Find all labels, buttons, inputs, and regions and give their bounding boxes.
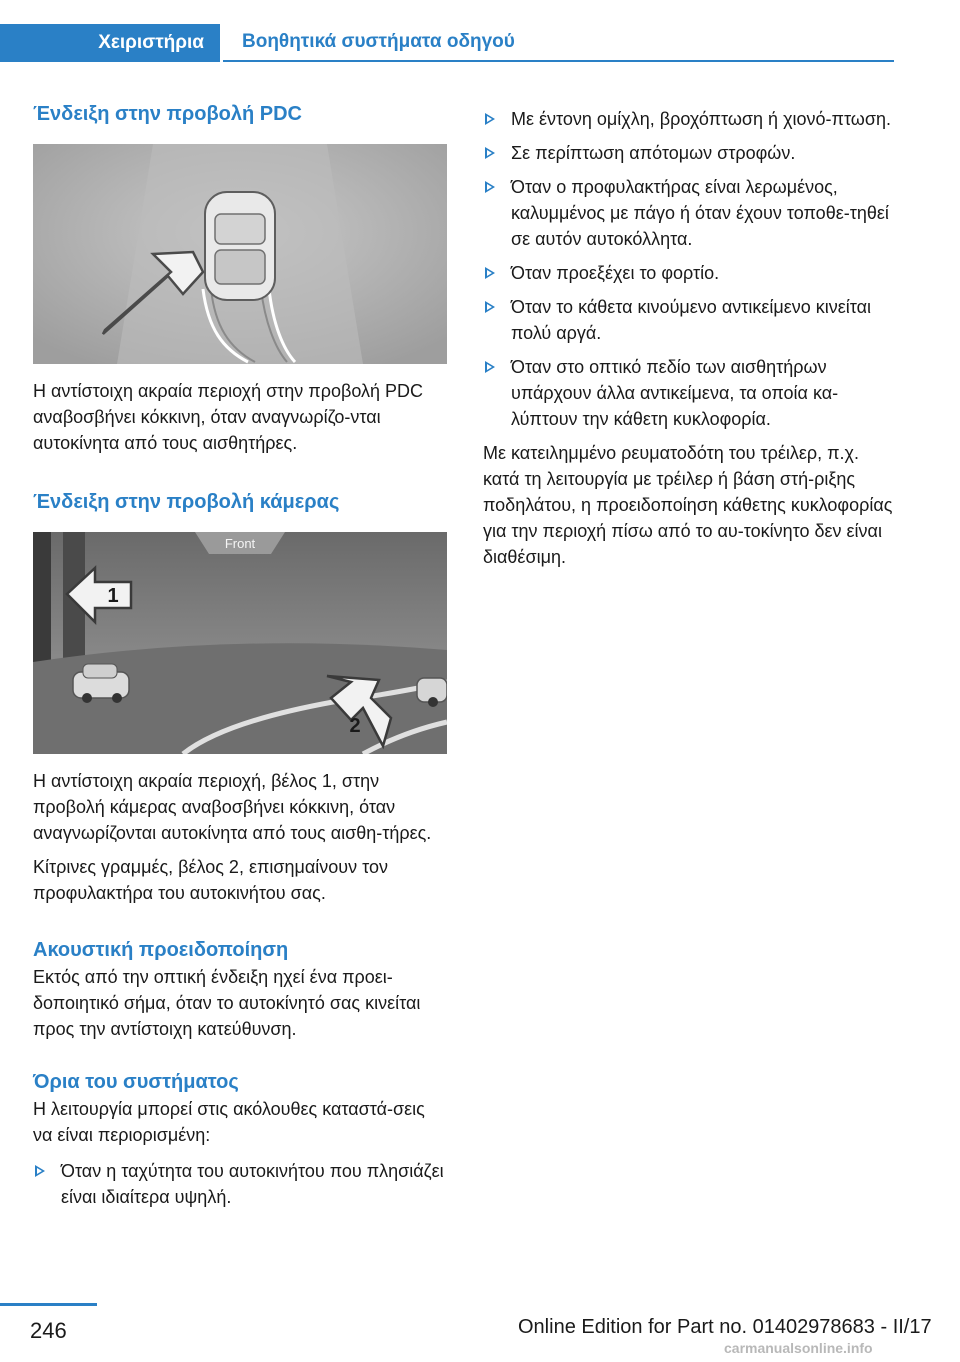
- list-item-text: Όταν ο προφυλακτήρας είναι λερωμένος, καλυμμένος με πάγο ή όταν έχουν τοποθε-τηθεί σε αυτόν αυτοκόλλητα.: [511, 177, 889, 249]
- acoustic-description: Εκτός από την οπτική ένδειξη ηχεί ένα προει-δοποιητικό σήμα, όταν το αυτοκίνητό σας κινείται προς την αντίστοιχη κατεύθυνση.: [33, 967, 421, 1039]
- acoustic-section-title: Ακουστική προειδοποίηση: [33, 939, 289, 961]
- front-label: Front: [224, 536, 256, 551]
- list-item-text: Σε περίπτωση απότομων στροφών.: [511, 143, 796, 163]
- left-column: [33, 100, 447, 1218]
- list-item-text: Όταν προεξέχει το φορτίο.: [511, 263, 720, 283]
- list-item-text: Όταν στο οπτικό πεδίο των αισθητήρων υπάρχουν άλλα αντικείμενα, τα οποία κα-λύπτουν την κάθετη κυκλοφορία.: [511, 357, 839, 429]
- trailer-note: Με κατειλημμένο ρευματοδότη του τρέιλερ, π.χ. κατά τη λειτουργία με τρέιλερ ή βάση στή-ριξης ποδηλάτου, η προειδοποίηση κάθετης κυκλοφορίας για την περιοχή πίσω από το αυ-τοκίνητο δεν είναι διαθέσιμη.: [483, 443, 893, 567]
- tab-driver-assistance-label: Βοηθητικά συστήματα οδηγού: [242, 31, 515, 52]
- right-column: [483, 106, 897, 570]
- list-item: [483, 174, 897, 252]
- bullet-triangle-icon: [485, 267, 495, 279]
- bullet-triangle-icon: [485, 147, 495, 159]
- bullet-triangle-icon: [485, 361, 495, 373]
- camera-description-2: Κίτρινες γραμμές, βέλος 2, επισημαίνουν τον προφυλακτήρα του αυτοκινήτου σας.: [33, 857, 389, 903]
- bullet-triangle-icon: [35, 1165, 45, 1177]
- watermark: carmanualsonline.info: [724, 1340, 873, 1356]
- header: [0, 0, 960, 64]
- list-item: [483, 354, 897, 432]
- footer-divider: [0, 1303, 97, 1306]
- pdc-section-title: Ένδειξη στην προβολή PDC: [33, 103, 302, 125]
- tab-driver-assistance[interactable]: [222, 24, 894, 62]
- limits-bullet-list: [33, 1158, 447, 1210]
- bullet-triangle-icon: [485, 113, 495, 125]
- list-item: [483, 294, 897, 346]
- list-item-text: Με έντονη ομίχλη, βροχόπτωση ή χιονό-πτωση.: [511, 109, 891, 129]
- page-number: 246: [30, 1318, 67, 1343]
- bullet-triangle-icon: [485, 181, 495, 193]
- arrow-1-label: 1: [107, 585, 119, 607]
- camera-section-title: Ένδειξη στην προβολή κάμερας: [33, 491, 340, 513]
- limits-bullet-list-continued: [483, 106, 897, 432]
- list-item: [483, 106, 897, 132]
- camera-description-1: Η αντίστοιχη ακραία περιοχή, βέλος 1, στην προβολή κάμερας αναβοσβήνει κόκκινη, όταν αναγνωρίζονται αυτοκίνητα από τους αισθη-τήρες.: [33, 771, 432, 843]
- limits-section-title: Όρια του συστήματος: [33, 1071, 239, 1093]
- tab-separator: [220, 24, 223, 62]
- list-item: [483, 260, 897, 286]
- edition-label: Online Edition for Part no. 01402978683 - II/17: [518, 1316, 932, 1338]
- list-item: [33, 1158, 447, 1210]
- list-item-text: Όταν η ταχύτητα του αυτοκινήτου που πλησιάζει είναι ιδιαίτερα υψηλή.: [61, 1161, 444, 1207]
- camera-view-figure: [33, 532, 447, 754]
- tab-controls-label: Χειριστήρια: [98, 32, 204, 53]
- pdc-view-figure: [33, 144, 447, 364]
- pdc-description: Η αντίστοιχη ακραία περιοχή στην προβολή PDC αναβοσβήνει κόκκινη, όταν αναγνωρίζο-νται αυτοκίνητα από τους αισθητήρες.: [33, 381, 424, 453]
- limits-intro: Η λειτουργία μπορεί στις ακόλουθες καταστά-σεις να είναι περιορισμένη:: [33, 1099, 425, 1145]
- bullet-triangle-icon: [485, 301, 495, 313]
- tab-controls[interactable]: [0, 24, 222, 62]
- list-item-text: Όταν το κάθετα κινούμενο αντικείμενο κινείται πολύ αργά.: [511, 297, 872, 343]
- list-item: [483, 140, 897, 166]
- arrow-2-label: 2: [349, 715, 361, 737]
